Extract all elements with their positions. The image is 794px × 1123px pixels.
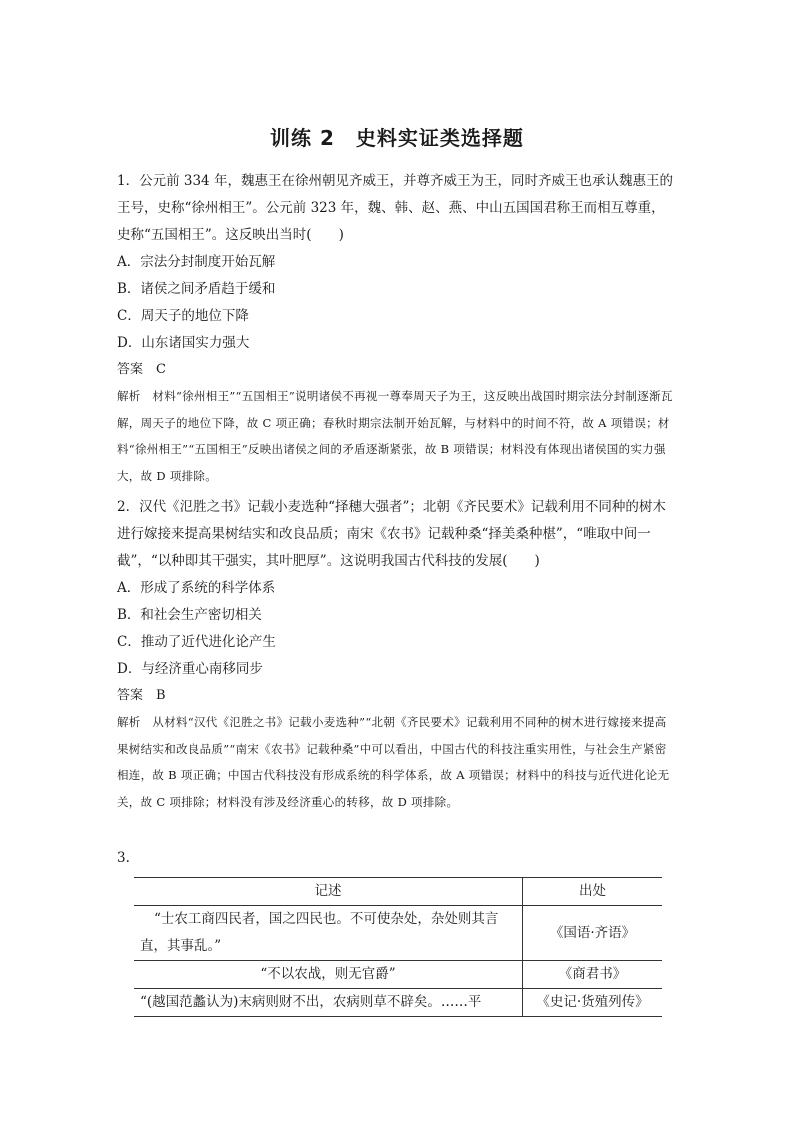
column-header-record: 记述	[134, 878, 523, 906]
option-b: B．和社会生产密切相关	[117, 607, 262, 623]
question-stem: 2．汉代《氾胜之书》记载小麦选种“择穗大强者”；北朝《齐民要术》记载利用不同种的树木进行嫁接来提高果树结实和改良品质；南宋《农书》记载种桑“择美桑种椹”，“唯取中间一截”，“以种即其干强实，其叶肥厚”。这说明我国古代科技的发展( )	[117, 499, 666, 569]
source-table	[134, 877, 662, 1017]
column-header-source: 出处	[523, 878, 663, 906]
row-source: 《商君书》	[523, 961, 663, 989]
row-record-text: “(越国范蠡认为)末病则财不出，农病则草不辟矣。……平	[134, 989, 523, 1017]
option-d: D．山东诸国实力强大	[117, 335, 250, 351]
option-c: C．推动了近代进化论产生	[117, 634, 276, 650]
option-c: C．周天子的地位下降	[117, 308, 249, 324]
option-a: A．形成了系统的科学体系	[117, 580, 276, 596]
answer-label: 答案 B	[117, 688, 166, 703]
row-source: 《国语·齐语》	[523, 906, 663, 961]
table-row	[134, 989, 662, 1017]
table-row	[134, 961, 662, 989]
question-1	[117, 168, 677, 489]
question-2	[117, 494, 677, 815]
table-header-row	[134, 878, 662, 906]
table-row	[134, 906, 662, 961]
answer-label: 答案 C	[117, 362, 166, 377]
row-record-text: “士农工商四民者，国之四民也。不可使杂处，杂处则其言直，其事乱。”	[134, 906, 523, 961]
question-3-number: 3.	[117, 850, 130, 866]
option-b: B．诸侯之间矛盾趋于缓和	[117, 281, 276, 297]
option-d: D．与经济重心南移同步	[117, 661, 263, 677]
page-title: 训练 2 史料实证类选择题	[270, 126, 524, 150]
question-stem: 1．公元前 334 年，魏惠王在徐州朝见齐威王，并尊齐威王为王，同时齐威王也承认魏惠王的王号，史称“徐州相王”。公元前 323 年，魏、韩、赵、燕、中山五国国君称王而相互尊重，史称“五国相王”。这反映出当时( )	[117, 173, 673, 243]
row-source: 《史记·货殖列传》	[523, 989, 663, 1017]
analysis-text: 解析 从材料“汉代《氾胜之书》记载小麦选种”“北朝《齐民要术》记载利用不同种的树木进行嫁接来提高果树结实和改良品质”“南宋《农书》记载种桑”中可以看出，中国古代的科技注重实用性，与社会生产紧密相连，故 B 项正确；中国古代科技没有形成系统的科学体系，故 A 项错误；材料中的科技与近代进化论无关，故 C 项排除；材料没有涉及经济重心的转移，故 D 项排除。	[117, 715, 670, 809]
analysis-text: 解析 材料“徐州相王”“五国相王”说明诸侯不再视一尊奉周天子为王，这反映出战国时期宗法分封制逐渐瓦解，周天子的地位下降，故 C 项正确；春秋时期宗法制开始瓦解，与材料中的时间不符，故 A 项错误；材料“徐州相王”“五国相王”反映出诸侯之间的矛盾逐渐紧张，故 B 项错误；材料没有体现出诸侯国的实力强大，故 D 项排除。	[117, 389, 673, 483]
row-record-text: “不以农战，则无官爵”	[134, 961, 523, 989]
option-a: A．宗法分封制度开始瓦解	[117, 254, 276, 270]
